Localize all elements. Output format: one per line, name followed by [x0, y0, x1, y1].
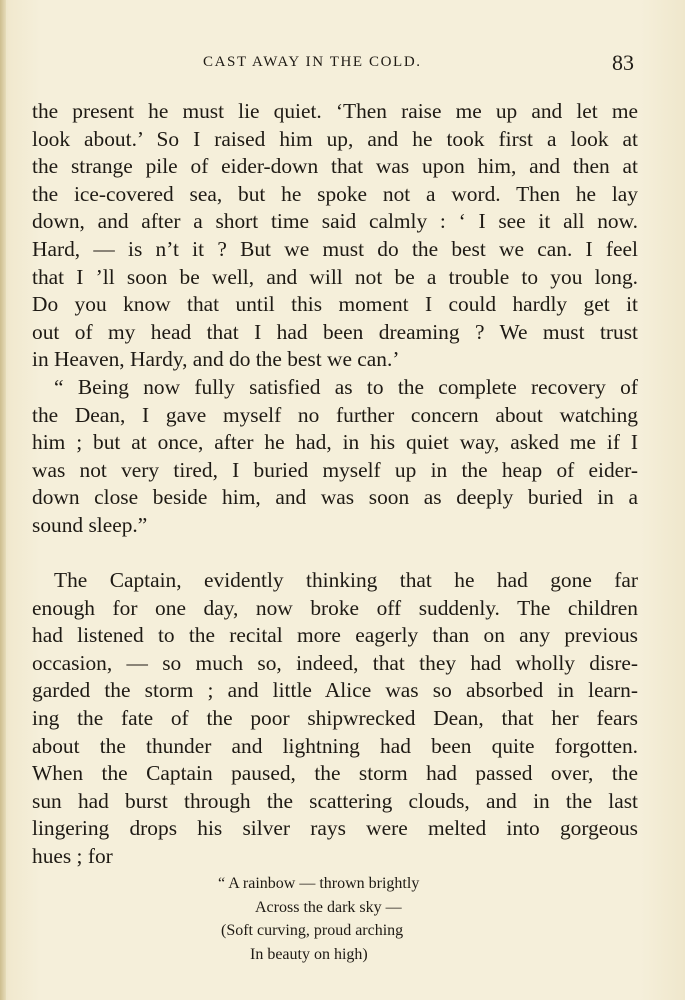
- text-line: Do you know that until this moment I could hardly get it: [32, 292, 638, 317]
- running-title: CAST AWAY IN THE COLD.: [203, 54, 422, 70]
- paragraph: [32, 374, 638, 540]
- text-line: Hard, — is n’t it ? But we must do the best we can. I feel: [32, 236, 638, 261]
- body-text: [32, 98, 638, 871]
- poem-line: In beauty on high): [250, 945, 368, 963]
- text-line: “ Being now fully satisfied as to the complete recovery of: [54, 374, 638, 399]
- text-line: sound sleep.”: [32, 512, 148, 537]
- text-line: had listened to the recital more eagerly than on any previous: [32, 623, 638, 648]
- text-line: the strange pile of eider-down that was upon him, and then at: [32, 154, 638, 179]
- text-line: ing the fate of the poor shipwrecked Dean, that her fears: [32, 706, 638, 731]
- text-line: the present he must lie quiet. ‘Then raise me up and let me: [32, 99, 638, 123]
- poem-line: (Soft curving, proud arching: [221, 922, 404, 939]
- poem-line: Across the dark sky —: [255, 898, 402, 916]
- running-head: [0, 50, 685, 78]
- text-line: down, and after a short time said calmly : ‘ I see it all now.: [32, 209, 638, 234]
- paragraph: [32, 98, 638, 374]
- text-line: in Heaven, Hardy, and do the best we can.’: [32, 347, 400, 372]
- text-line: lingering drops his silver rays were melted into gorgeous: [32, 816, 638, 841]
- poem-line: “ A rainbow — thrown brightly: [218, 875, 420, 892]
- text-line: occasion, — so much so, indeed, that they had wholly disre-: [32, 650, 638, 675]
- text-line: garded the storm ; and little Alice was so absorbed in learn-: [32, 678, 638, 703]
- text-line: him ; but at once, after he had, in his quiet way, asked me if I: [32, 430, 638, 455]
- page-binding-edge: [0, 0, 6, 1000]
- text-line: down close beside him, and was soon as deeply buried in a: [32, 485, 638, 510]
- text-line: was not very tired, I buried myself up in the heap of eider-: [32, 457, 638, 482]
- page-number: 83: [612, 50, 634, 75]
- text-line: the Dean, I gave myself no further concern about watching: [32, 402, 638, 427]
- text-line: hues ; for: [32, 844, 113, 869]
- text-line: The Captain, evidently thinking that he had gone far: [54, 568, 638, 593]
- text-line: out of my head that I had been dreaming ? We must trust: [32, 319, 638, 344]
- text-line: sun had burst through the scattering clouds, and in the last: [32, 788, 638, 813]
- paragraph-gap: [32, 540, 638, 568]
- text-line: the ice-covered sea, but he spoke not a word. Then he lay: [32, 181, 638, 206]
- text-line: about the thunder and lightning had been quite forgotten.: [32, 733, 638, 758]
- text-line: enough for one day, now broke off suddenly. The children: [32, 595, 638, 620]
- text-line: look about.’ So I raised him up, and he took first a look at: [32, 126, 638, 151]
- paragraph: [32, 567, 638, 871]
- poem-quotation: [218, 872, 419, 966]
- text-line: When the Captain paused, the storm had passed over, the: [32, 761, 638, 786]
- text-line: that I ’ll soon be well, and will not be a trouble to you long.: [32, 264, 638, 289]
